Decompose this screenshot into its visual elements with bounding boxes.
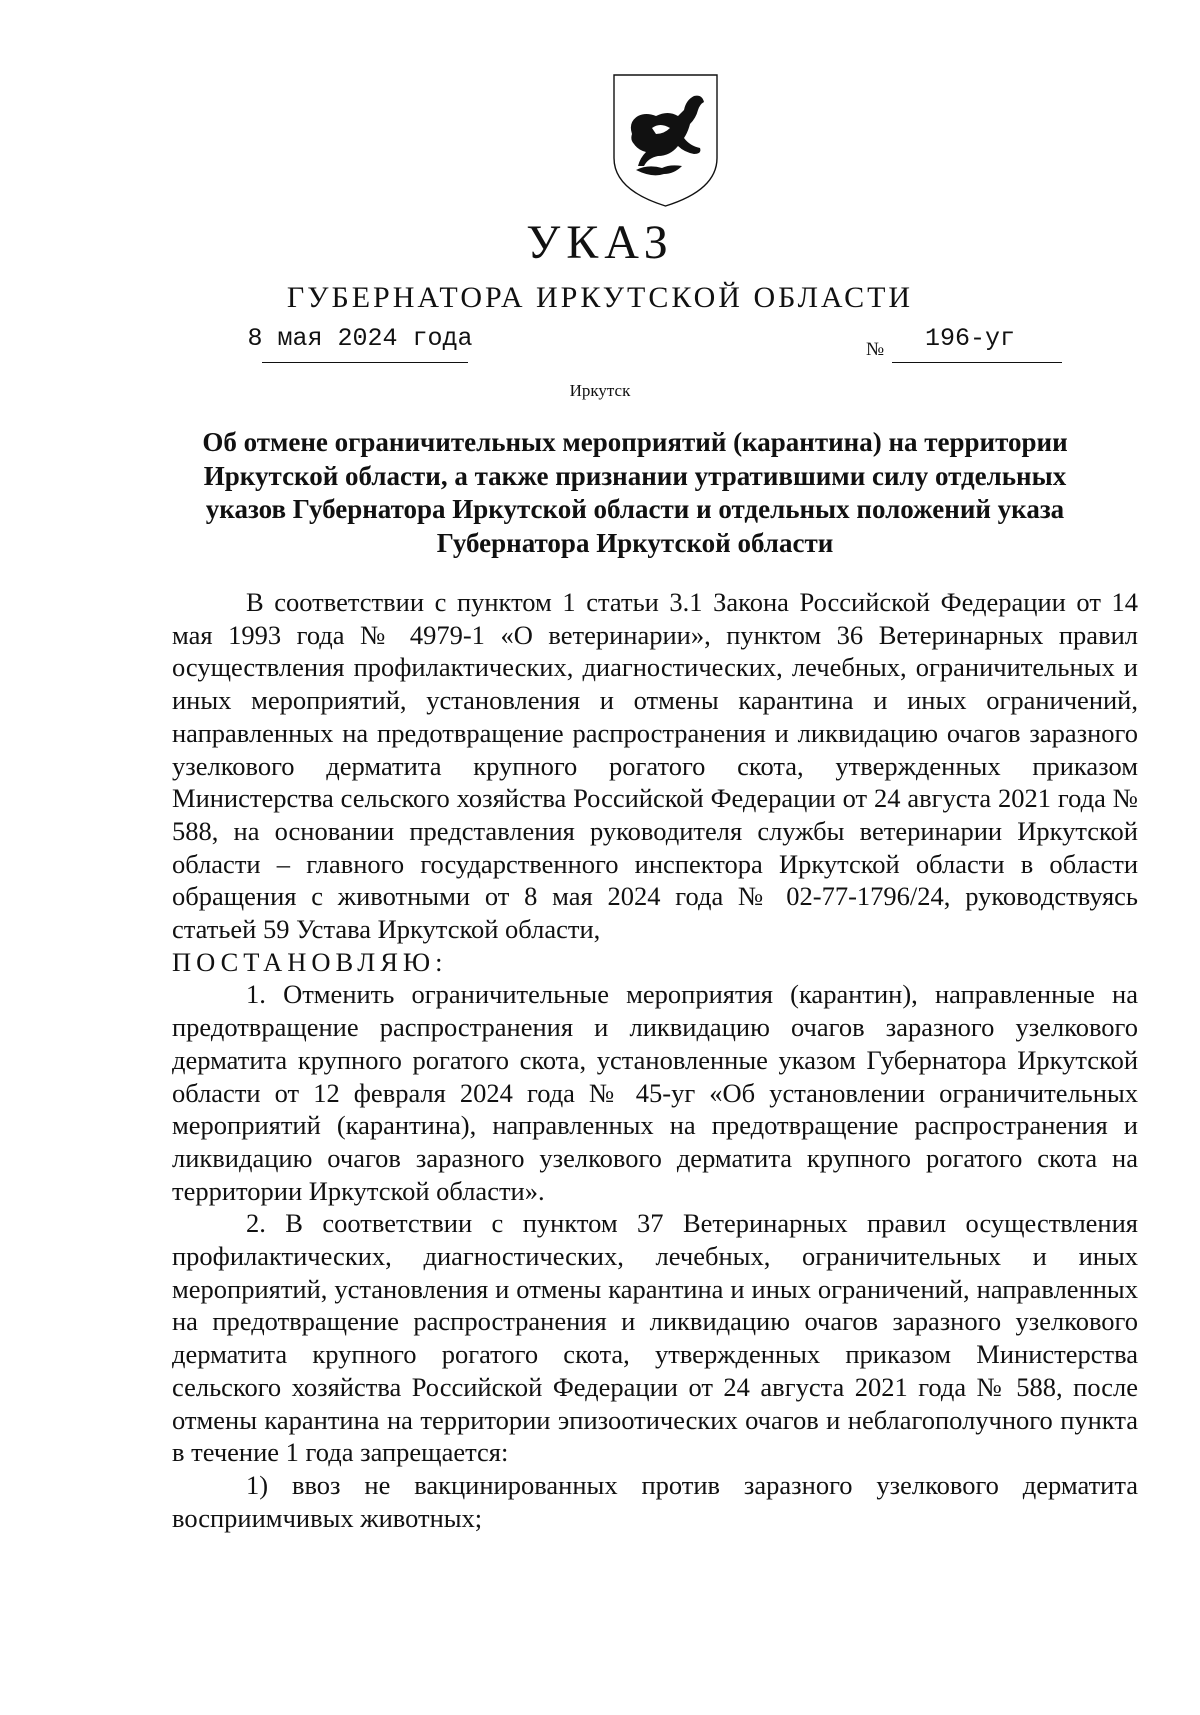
subitem-paragraph-1: 1) ввоз не вакцинированных против заразного узелкового дерматита восприимчивых животных;: [172, 1469, 1138, 1533]
date-underline: [262, 362, 468, 363]
decree-heading: УКАЗ: [526, 216, 674, 269]
item-paragraph-1: 1. Отменить ограничительные мероприятия (карантин), направленные на предотвращение распространения и ликвидацию очагов заразного узелкового дерматита крупного рогатого скота, установленные указом Губернатора Иркутской области от 12 февраля 2024 года № 45-уг «Об установлении ограничительных мероприятий (карантина), направленных на предотвращение распространения и ликвидацию очагов заразного узелкового дерматита крупного рогатого скота на территории Иркутской области».: [172, 979, 1138, 1206]
decree-date: 8 мая 2024 года: [247, 324, 473, 353]
item-paragraph-2: 2. В соответствии с пунктом 37 Ветеринарных правил осуществления профилактических, диагностических, лечебных, ограничительных и иных мероприятий, установления и отмены карантина и иных ограничений, направленных на предотвращение распространения и ликвидацию очагов заразного узелкового дерматита крупного рогатого скота, утвержденных приказом Министерства сельского хозяйства Российской Федерации от 24 августа 2021 года № 588, после отмены карантина на территории эпизоотических очагов и неблагополучного пункта в течение 1 года запрещается:: [172, 1208, 1138, 1468]
decree-keyword: ПОСТАНОВЛЯЮ:: [172, 946, 448, 977]
decree-number: 196-уг: [924, 324, 1015, 353]
preamble-paragraph: В соответствии с пунктом 1 статьи 3.1 Закона Российской Федерации от 14 мая 1993 года № 4979-1 «О ветеринарии», пунктом 36 Ветеринарных правил осуществления профилактических, диагностических, лечебных, ограничительных и иных мероприятий, установления и отмены карантина и иных ограничений, направленных на предотвращение распространения и ликвидацию очагов заразного узелкового дерматита крупного рогатого скота, утвержденных приказом Министерства сельского хозяйства Российской Федерации от 24 августа 2021 года № 588, на основании представления руководителя службы ветеринарии Иркутской области – главного государственного инспектора Иркутской области в области обращения с животными от 8 мая 2024 года № 02-77-1796/24, руководствуясь статьей 59 Устава Иркутской области,: [172, 587, 1138, 945]
issuer-heading: ГУБЕРНАТОРА ИРКУТСКОЙ ОБЛАСТИ: [286, 281, 914, 314]
city-label: Иркутск: [569, 381, 631, 400]
document-body: [172, 586, 1138, 1534]
number-underline: [892, 362, 1062, 363]
irkutsk-coat-of-arms-emblem: [608, 70, 723, 210]
document-title: Об отмене ограничительных мероприятий (карантина) на территории Иркутской области, а также признании утратившими силу отдельных указов Губернатора Иркутской области и отдельных положений указа Губернатора Иркутской области: [202, 427, 1068, 558]
number-sign: №: [866, 339, 885, 360]
